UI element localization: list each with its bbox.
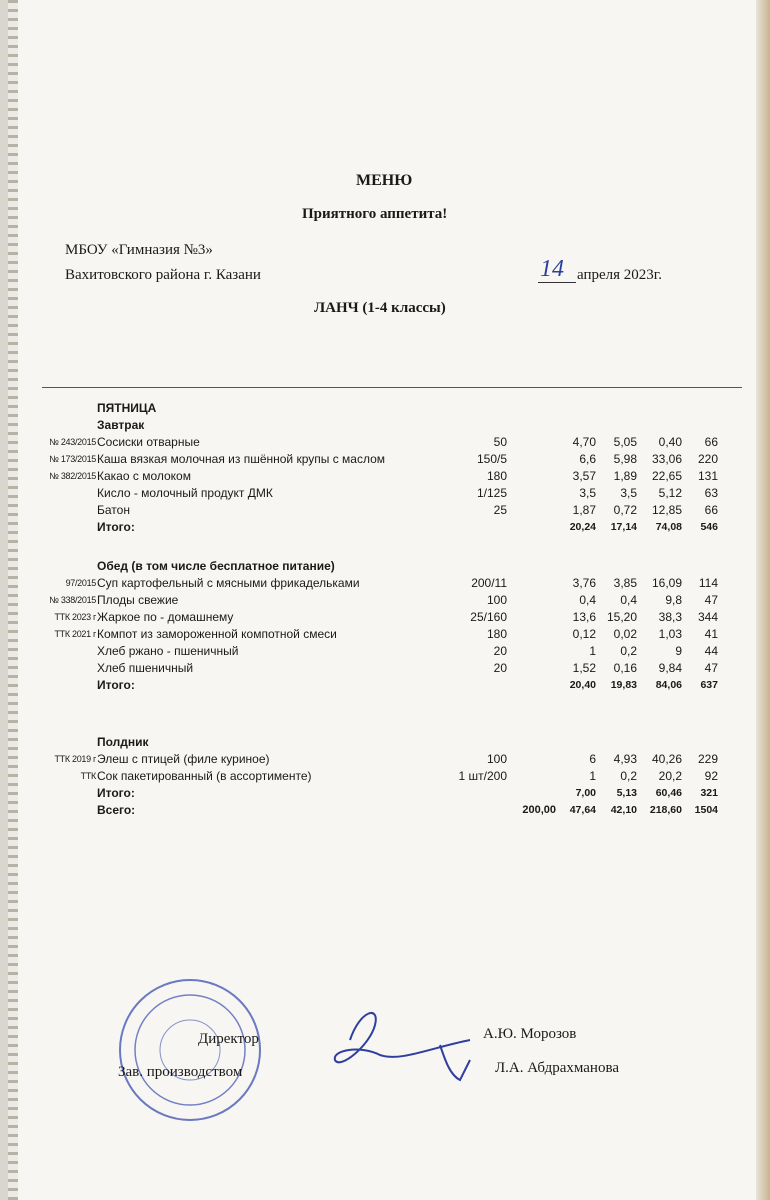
nutrition-c1: 0,12 — [572, 627, 596, 641]
subtotal-c2: 17,14 — [610, 521, 637, 533]
dish-code: ТТК 2023 г — [54, 612, 96, 622]
subtotal-label: Итого: — [97, 786, 135, 800]
portion-weight: 1/125 — [476, 486, 507, 500]
grand-total-c4: 1504 — [694, 804, 718, 816]
nutrition-c1: 4,70 — [572, 435, 596, 449]
grand-total-row — [0, 802, 770, 819]
nutrition-c3: 9,84 — [658, 661, 682, 675]
nutrition-c2: 0,2 — [620, 644, 637, 658]
nutrition-c4: 66 — [704, 503, 718, 517]
subtotal-c4: 637 — [700, 679, 718, 691]
nutrition-c3: 5,12 — [658, 486, 682, 500]
grand-total-c2: 42,10 — [610, 804, 637, 816]
divider — [42, 387, 742, 388]
subtotal-row — [0, 677, 770, 694]
date-text: апреля 2023г. — [577, 267, 662, 283]
dish-code: № 338/2015 — [49, 595, 96, 605]
nutrition-c1: 13,6 — [572, 610, 596, 624]
portion-weight: 150/5 — [476, 452, 507, 466]
nutrition-c4: 63 — [704, 486, 718, 500]
nutrition-c3: 22,65 — [651, 469, 682, 483]
director-name: А.Ю. Морозов — [483, 1026, 577, 1042]
dish-name: Жаркое по - домашнему — [97, 610, 234, 624]
grand-total-c3: 218,60 — [649, 804, 682, 816]
nutrition-c4: 47 — [704, 593, 718, 607]
day-label: ПЯТНИЦА — [97, 401, 157, 415]
subtotal-c3: 84,06 — [655, 679, 682, 691]
table-row — [0, 609, 770, 626]
nutrition-c4: 41 — [704, 627, 718, 641]
nutrition-c4: 44 — [704, 644, 718, 658]
nutrition-c2: 0,16 — [613, 661, 637, 675]
nutrition-c3: 20,2 — [658, 769, 682, 783]
section-title: Полдник — [97, 735, 149, 749]
nutrition-c2: 5,98 — [613, 452, 637, 466]
subtotal-c4: 546 — [700, 521, 718, 533]
nutrition-c1: 1,87 — [572, 503, 596, 517]
nutrition-c2: 1,89 — [613, 469, 637, 483]
table-row — [0, 660, 770, 677]
table-row — [0, 643, 770, 660]
subtotal-c4: 321 — [700, 787, 718, 799]
table-row — [0, 485, 770, 502]
dish-code: № 173/2015 — [49, 454, 96, 464]
subtitle: Приятного аппетита! — [302, 206, 448, 222]
dish-name: Сок пакетированный (в ассортименте) — [97, 769, 312, 783]
nutrition-c2: 0,02 — [613, 627, 637, 641]
nutrition-c1: 3,76 — [572, 576, 596, 590]
subtotal-c1: 20,24 — [569, 521, 596, 533]
subtotal-row — [0, 519, 770, 536]
nutrition-c2: 0,4 — [620, 593, 637, 607]
table-row — [0, 751, 770, 768]
nutrition-c1: 3,5 — [579, 486, 596, 500]
subtotal-c1: 7,00 — [575, 787, 596, 799]
nutrition-c3: 33,06 — [651, 452, 682, 466]
nutrition-c3: 0,40 — [658, 435, 682, 449]
table-row — [0, 768, 770, 785]
nutrition-c4: 229 — [697, 752, 718, 766]
nutrition-c1: 1 — [589, 769, 596, 783]
nutrition-c3: 12,85 — [651, 503, 682, 517]
school-name: МБОУ «Гимназия №3» — [65, 242, 213, 258]
dish-code: № 382/2015 — [49, 471, 96, 481]
nutrition-c1: 3,57 — [572, 469, 596, 483]
section-heading — [0, 417, 770, 434]
dish-name: Хлеб пшеничный — [97, 661, 194, 675]
nutrition-c3: 16,09 — [651, 576, 682, 590]
meal-title: ЛАНЧ (1-4 классы) — [314, 300, 446, 316]
nutrition-c2: 15,20 — [606, 610, 637, 624]
school-stamp — [115, 975, 265, 1125]
school-district: Вахитовского района г. Казани — [65, 267, 261, 283]
grand-total-sum: 200,00 — [522, 804, 556, 816]
dish-code: 97/2015 — [65, 578, 96, 588]
subtotal-c2: 19,83 — [610, 679, 637, 691]
nutrition-c1: 0,4 — [579, 593, 596, 607]
dish-code: ТТК 2021 г — [54, 629, 96, 639]
nutrition-c1: 1 — [589, 644, 596, 658]
dish-name: Элеш с птицей (филе куриное) — [97, 752, 270, 766]
grand-total-c1: 47,64 — [569, 804, 596, 816]
table-row — [0, 468, 770, 485]
nutrition-c4: 114 — [698, 576, 718, 590]
dish-name: Суп картофельный с мясными фрикадельками — [97, 576, 360, 590]
dish-name: Кисло - молочный продукт ДМК — [97, 486, 273, 500]
subtotal-label: Итого: — [97, 520, 135, 534]
table-row — [0, 575, 770, 592]
dish-code: ТТК 2019 г — [54, 754, 96, 764]
table-row — [0, 434, 770, 451]
nutrition-c4: 131 — [697, 469, 718, 483]
nutrition-c2: 0,2 — [620, 769, 637, 783]
dish-name: Компот из замороженной компотной смеси — [97, 627, 337, 641]
portion-weight: 20 — [493, 644, 507, 658]
dish-name: Каша вязкая молочная из пшённой крупы с маслом — [97, 452, 386, 466]
nutrition-c1: 1,52 — [572, 661, 596, 675]
portion-weight: 180 — [486, 627, 507, 641]
table-row — [0, 451, 770, 468]
dish-code: ТТК — [80, 771, 96, 781]
nutrition-c4: 47 — [704, 661, 718, 675]
nutrition-c3: 1,03 — [658, 627, 682, 641]
table-row — [0, 592, 770, 609]
table-row — [0, 502, 770, 519]
dish-name: Сосиски отварные — [97, 435, 200, 449]
dish-name: Какао с молоком — [97, 469, 191, 483]
dish-name: Батон — [97, 503, 130, 517]
section-heading — [0, 558, 770, 575]
nutrition-c2: 5,05 — [613, 435, 637, 449]
menu-title: МЕНЮ — [356, 172, 413, 189]
nutrition-c3: 9 — [675, 644, 682, 658]
date-day-handwritten: 14 — [540, 256, 564, 282]
nutrition-c4: 220 — [697, 452, 718, 466]
nutrition-c2: 3,85 — [613, 576, 637, 590]
nutrition-c1: 6 — [589, 752, 596, 766]
manager-title: Зав. производством — [118, 1064, 243, 1080]
section-heading — [0, 734, 770, 751]
day-heading — [0, 400, 770, 417]
nutrition-c3: 38,3 — [658, 610, 682, 624]
portion-weight: 25 — [493, 503, 507, 517]
nutrition-c3: 40,26 — [651, 752, 682, 766]
nutrition-c4: 66 — [704, 435, 718, 449]
dish-name: Хлеб ржано - пшеничный — [97, 644, 239, 658]
section-title: Завтрак — [97, 418, 145, 432]
subtotal-row — [0, 785, 770, 802]
director-title: Директор — [198, 1031, 259, 1047]
nutrition-c4: 92 — [704, 769, 718, 783]
manager-name: Л.А. Абдрахманова — [495, 1060, 619, 1076]
portion-weight: 50 — [493, 435, 507, 449]
subtotal-c3: 74,08 — [655, 521, 682, 533]
subtotal-label: Итого: — [97, 678, 135, 692]
date-underline — [538, 282, 576, 283]
portion-weight: 25/160 — [470, 610, 507, 624]
nutrition-c4: 344 — [697, 610, 718, 624]
nutrition-c2: 3,5 — [620, 486, 637, 500]
table-row — [0, 626, 770, 643]
portion-weight: 100 — [486, 593, 507, 607]
subtotal-c3: 60,46 — [655, 787, 682, 799]
dish-code: № 243/2015 — [49, 437, 96, 447]
director-signature — [320, 1000, 490, 1090]
nutrition-c1: 6,6 — [579, 452, 596, 466]
subtotal-c1: 20,40 — [569, 679, 596, 691]
portion-weight: 1 шт/200 — [458, 769, 507, 783]
nutrition-c2: 4,93 — [613, 752, 637, 766]
nutrition-c2: 0,72 — [613, 503, 637, 517]
section-title: Обед (в том числе бесплатное питание) — [97, 559, 335, 573]
portion-weight: 100 — [486, 752, 507, 766]
portion-weight: 20 — [493, 661, 507, 675]
portion-weight: 200/11 — [471, 576, 507, 590]
subtotal-c2: 5,13 — [616, 787, 637, 799]
dish-name: Плоды свежие — [97, 593, 179, 607]
portion-weight: 180 — [486, 469, 507, 483]
nutrition-c3: 9,8 — [665, 593, 682, 607]
grand-total-label: Всего: — [97, 803, 136, 817]
